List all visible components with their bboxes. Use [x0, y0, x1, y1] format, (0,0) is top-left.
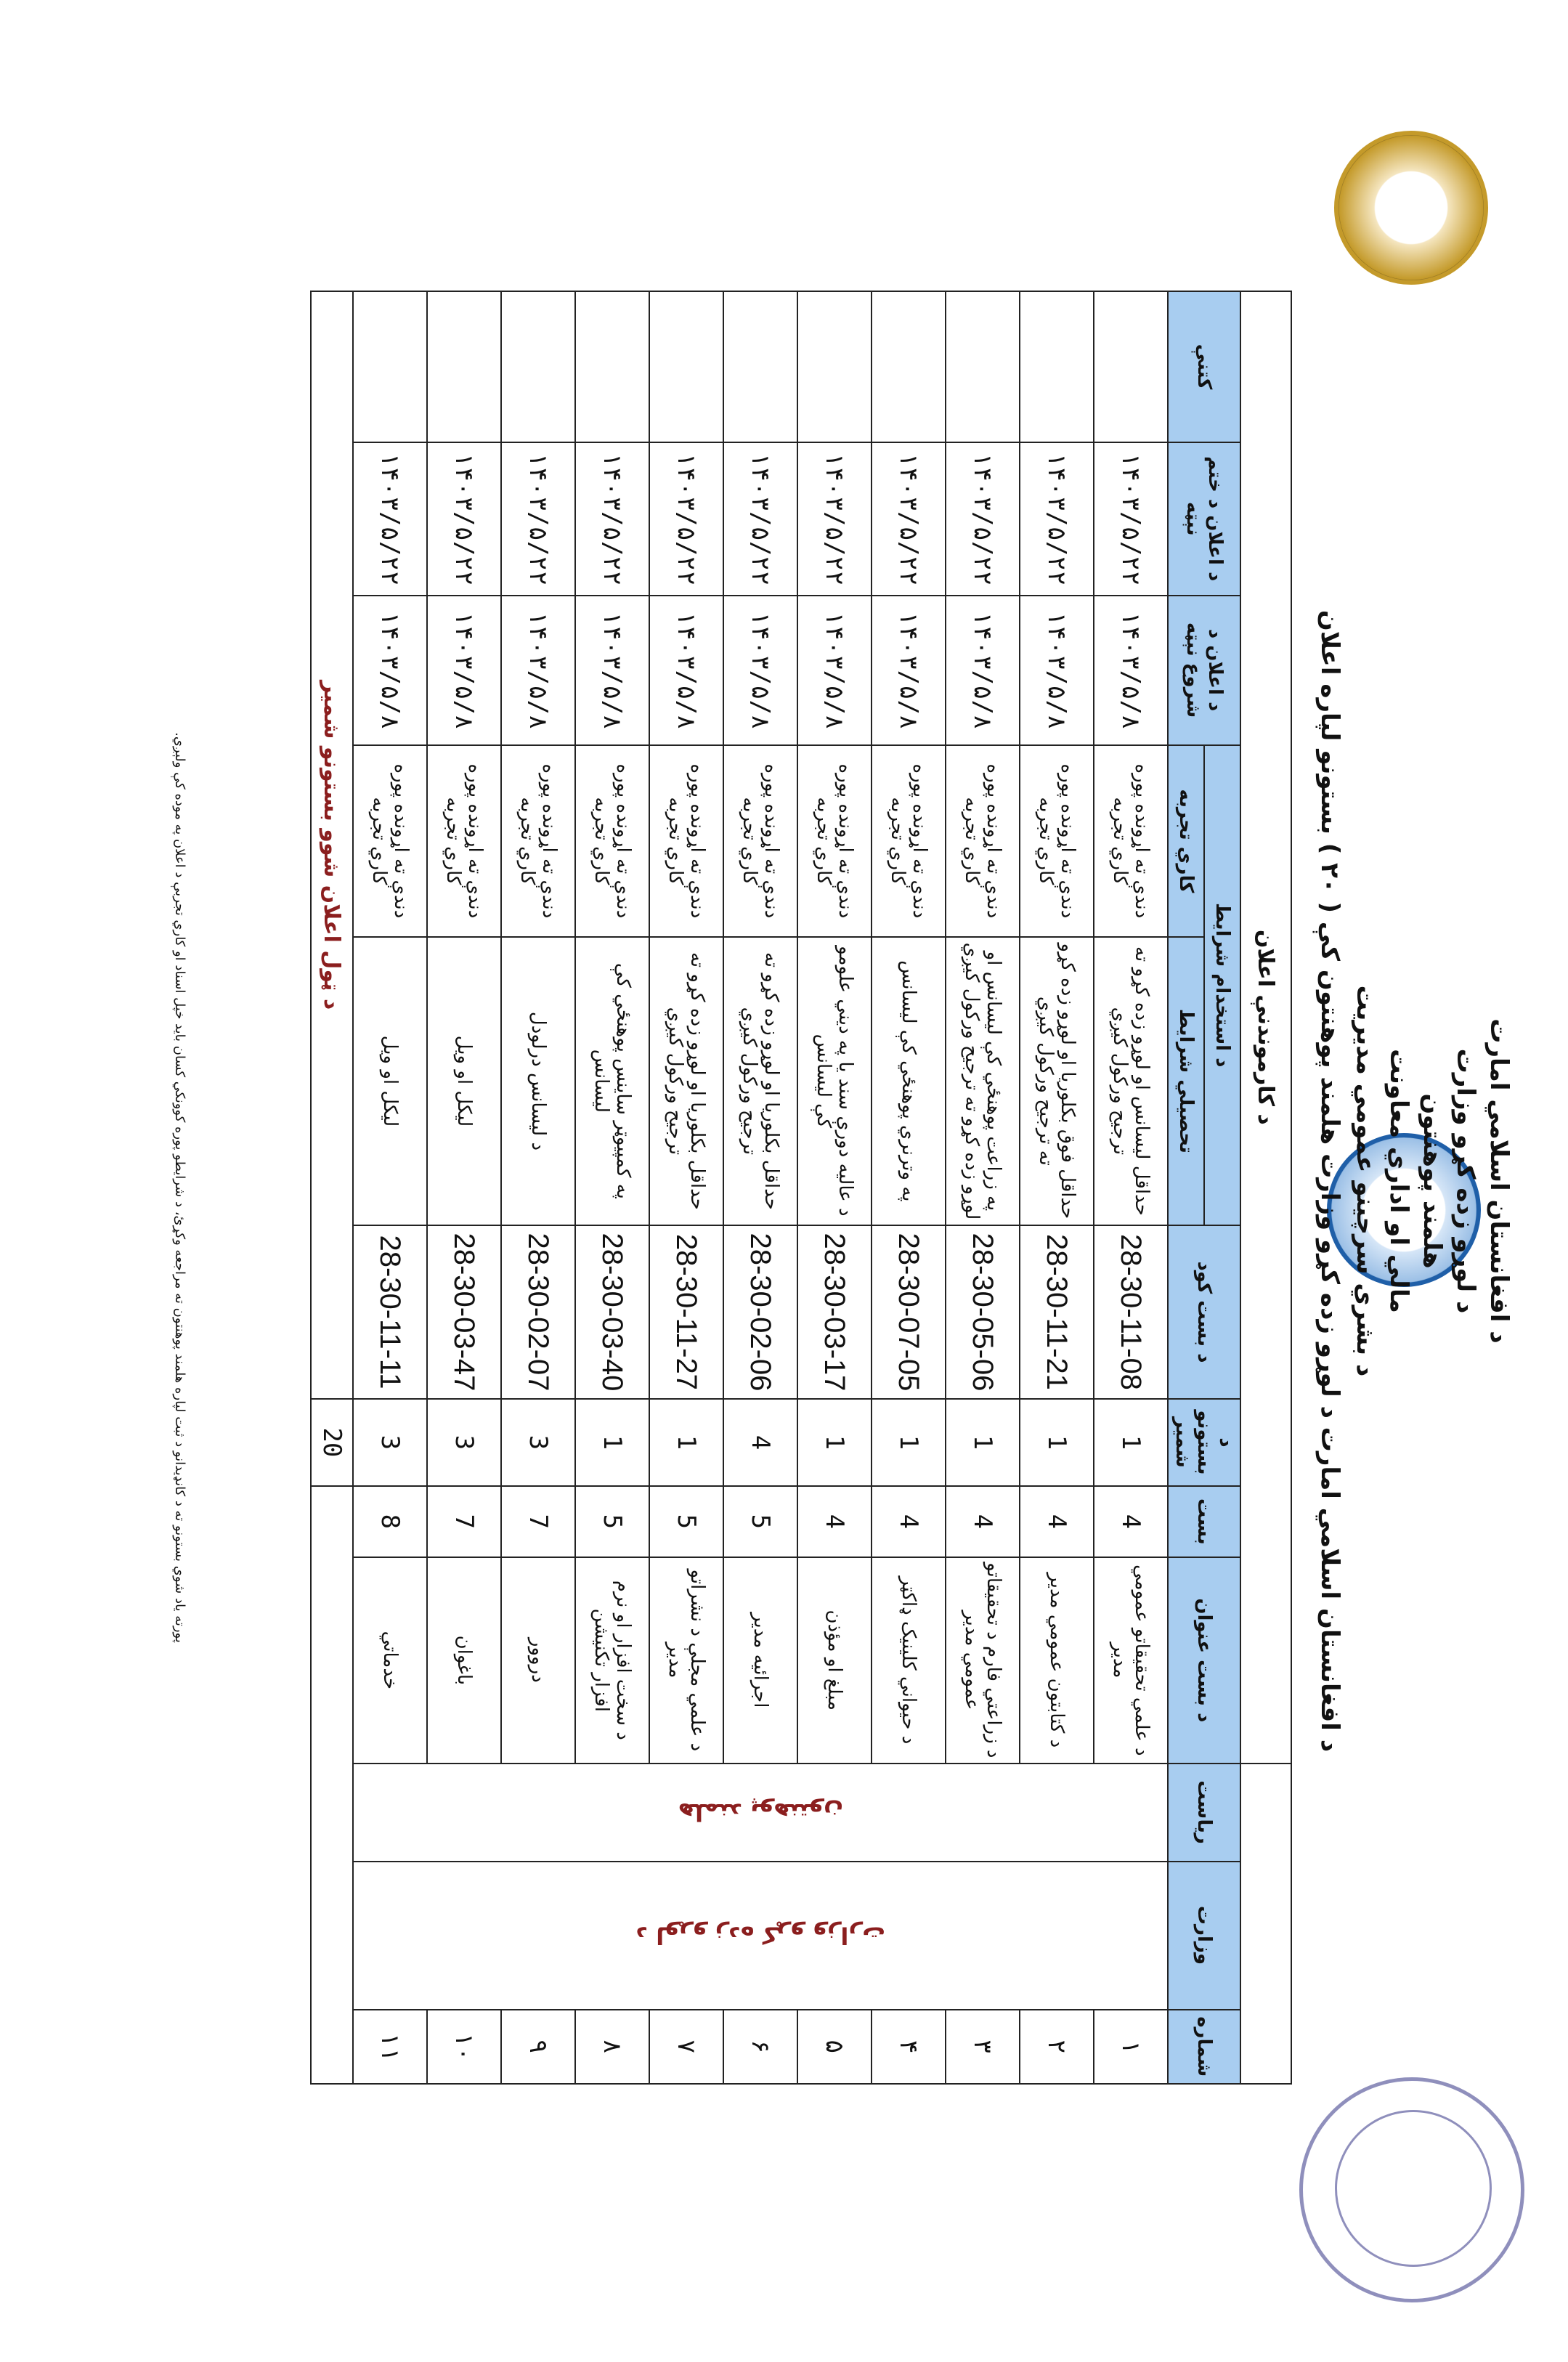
cell-num: ۹ — [501, 2010, 575, 2085]
cell-title: دروور — [501, 1557, 575, 1764]
cell-start-date: ۱۴۰۳/۵/۸ — [353, 596, 427, 745]
document-title: د افغانستان اسلامي امارت د لوړو زده کړو وزارت هلمند پوهنتون کې ( ۲۰ ) بستونو لپاره اعلان — [1315, 609, 1344, 1753]
cell-end-date: ۱۴۰۳/۵/۲۲ — [1094, 442, 1168, 596]
cell-end-date: ۱۴۰۳/۵/۲۲ — [1020, 442, 1094, 596]
cell-notes — [501, 291, 575, 442]
cell-grade: 4 — [1094, 1486, 1168, 1557]
cell-experience: دندې ته اړونده پوره کاري تجربه — [501, 745, 575, 937]
cell-count: 1 — [649, 1399, 723, 1486]
cell-title: د زراعتي فارم د تحقیقاتو عمومي مدیر — [946, 1557, 1020, 1764]
cell-count: 3 — [501, 1399, 575, 1486]
cell-grade: 4 — [1020, 1486, 1094, 1557]
cell-title: خدماتي — [353, 1557, 427, 1764]
header-num: شماره — [1168, 2010, 1240, 2085]
cell-code: 28-30-02-07 — [501, 1225, 575, 1399]
cell-end-date: ۱۴۰۳/۵/۲۲ — [501, 442, 575, 596]
cell-education: حداقل لیسانس او لوړو زده کړو ته ترجیح ورکول کیږي — [1094, 937, 1168, 1225]
cell-code: 28-30-05-06 — [946, 1225, 1020, 1399]
cell-education: د لیسانس درلودل — [501, 937, 575, 1225]
cell-code: 28-30-11-11 — [353, 1225, 427, 1399]
cell-education: په زراعت پوهنځي کې لیسانس او لوړو زده کړو ته ترجیح ورکول کیږي — [946, 937, 1020, 1225]
cell-code: 28-30-11-27 — [649, 1225, 723, 1399]
cell-code: 28-30-02-06 — [723, 1225, 797, 1399]
header-count: د بستونو شمیر — [1168, 1399, 1240, 1486]
header-line-3: هلمند پوهنتون — [1418, 1093, 1447, 1269]
cell-num: ۳ — [946, 2010, 1020, 2085]
cell-start-date: ۱۴۰۳/۵/۸ — [1094, 596, 1168, 745]
section-title: د کارموندنې اعلان — [1240, 291, 1291, 1764]
cell-notes — [797, 291, 872, 442]
cell-education: حداقل فوق بکلوریا او لوړو زده کړو ته ترجیح ورکول کیږي — [1020, 937, 1094, 1225]
cell-title: د علمي مجلې د نشراتو مدیر — [649, 1557, 723, 1764]
cell-code: 28-30-11-21 — [1020, 1225, 1094, 1399]
cell-notes — [946, 291, 1020, 442]
cell-education: حداقل بکلوریا او لوړو زده کړو ته ترجیح ورکول کیږي — [723, 937, 797, 1225]
cell-end-date: ۱۴۰۳/۵/۲۲ — [723, 442, 797, 596]
cell-notes — [649, 291, 723, 442]
cell-end-date: ۱۴۰۳/۵/۲۲ — [946, 442, 1020, 596]
cell-start-date: ۱۴۰۳/۵/۸ — [723, 596, 797, 745]
cell-code: 28-30-11-08 — [1094, 1225, 1168, 1399]
cell-end-date: ۱۴۰۳/۵/۲۲ — [649, 442, 723, 596]
cell-education: لیکل او ویل — [427, 937, 501, 1225]
cell-code: 28-30-07-05 — [872, 1225, 946, 1399]
header-line-5: د بشري سرچینو عمومي مدیریت — [1351, 985, 1380, 1377]
cell-grade: 7 — [427, 1486, 501, 1557]
header-title: د بست عنوان — [1168, 1557, 1240, 1764]
cell-code: 28-30-03-17 — [797, 1225, 872, 1399]
table-row — [1094, 291, 1168, 2084]
cell-num: ۵ — [797, 2010, 872, 2085]
cell-experience: دندې ته اړونده پوره کاري تجربه — [649, 745, 723, 937]
cell-experience: دندې ته اړونده پوره کاري تجربه — [353, 745, 427, 937]
cell-num: ۸ — [575, 2010, 649, 2085]
cell-num: ۲ — [1020, 2010, 1094, 2085]
cell-num: ۷ — [649, 2010, 723, 2085]
cell-num: ۶ — [723, 2010, 797, 2085]
cell-grade: 4 — [946, 1486, 1020, 1557]
cell-grade: 7 — [501, 1486, 575, 1557]
cell-end-date: ۱۴۰۳/۵/۲۲ — [353, 442, 427, 596]
cell-start-date: ۱۴۰۳/۵/۸ — [501, 596, 575, 745]
cell-notes — [872, 291, 946, 442]
cell-grade: 5 — [575, 1486, 649, 1557]
cell-notes — [723, 291, 797, 442]
cell-notes — [1094, 291, 1168, 442]
total-label: د ټول اعلان شوو بستونو شمیر — [311, 291, 353, 1399]
cell-experience: دندې ته اړونده پوره کاري تجربه — [723, 745, 797, 937]
cell-title: د حیواني کلینیک ډاکټر — [872, 1557, 946, 1764]
cell-count: 1 — [1094, 1399, 1168, 1486]
table-body — [353, 291, 1168, 2084]
footnote: پورته یاد شوي بستونو ته د کانډیدانو د ثبت لپاره هلمند پوهنتون ته مراجعه وکړئ، د شرایطو پوره کوونکي کسان باید خپل اسناد او کاري تجربې د اعلان په موده کې ولېږي. — [172, 732, 187, 1643]
cell-title: د علمي تحقیقاتو عمومي مدیر — [1094, 1557, 1168, 1764]
cell-experience: دندې ته اړونده پوره کاري تجربه — [575, 745, 649, 937]
cell-count: 3 — [427, 1399, 501, 1486]
cell-count: 4 — [723, 1399, 797, 1486]
cell-experience: دندې ته اړونده پوره کاري تجربه — [427, 745, 501, 937]
cell-education: د عالیه دورې سند یا په دیني علومو کې لیسانس — [797, 937, 872, 1225]
cell-count: 3 — [353, 1399, 427, 1486]
header-grade: بست — [1168, 1486, 1240, 1557]
cell-count: 1 — [575, 1399, 649, 1486]
total-count: 20 — [311, 1399, 353, 1486]
cell-end-date: ۱۴۰۳/۵/۲۲ — [872, 442, 946, 596]
cell-num: ۱۰ — [427, 2010, 501, 2085]
cell-end-date: ۱۴۰۳/۵/۲۲ — [427, 442, 501, 596]
cell-grade: 4 — [872, 1486, 946, 1557]
cell-education: لیکل او ویل — [353, 937, 427, 1225]
cell-education: په کمپیوټر ساینس پوهنځي کې لیسانس — [575, 937, 649, 1225]
cell-code: 28-30-03-47 — [427, 1225, 501, 1399]
header-directorate: رياست — [1168, 1764, 1240, 1862]
cell-start-date: ۱۴۰۳/۵/۸ — [1020, 596, 1094, 745]
blank-cell — [311, 1486, 353, 2084]
cell-start-date: ۱۴۰۳/۵/۸ — [872, 596, 946, 745]
cell-title: باغوان — [427, 1557, 501, 1764]
cell-notes — [427, 291, 501, 442]
cell-notes — [575, 291, 649, 442]
header-notes: کتنې — [1168, 291, 1240, 442]
header-ministry: وزارت — [1168, 1862, 1240, 2010]
cell-num: ۴ — [872, 2010, 946, 2085]
cell-start-date: ۱۴۰۳/۵/۸ — [575, 596, 649, 745]
cell-count: 1 — [797, 1399, 872, 1486]
cell-grade: 5 — [723, 1486, 797, 1557]
cell-end-date: ۱۴۰۳/۵/۲۲ — [797, 442, 872, 596]
cell-start-date: ۱۴۰۳/۵/۸ — [427, 596, 501, 745]
header-line-4: مالي او اداري معاونت — [1384, 1049, 1413, 1313]
cell-start-date: ۱۴۰۳/۵/۸ — [797, 596, 872, 745]
cell-experience: دندې ته اړونده پوره کاري تجربه — [946, 745, 1020, 937]
header-code: د بست کود — [1168, 1225, 1240, 1399]
cell-grade: 4 — [797, 1486, 872, 1557]
cell-experience: دندې ته اړونده پوره کاري تجربه — [1094, 745, 1168, 937]
header-start: د اعلان د شروع نېټه — [1168, 596, 1240, 745]
cell-count: 1 — [1020, 1399, 1094, 1486]
cell-notes — [1020, 291, 1094, 442]
cell-end-date: ۱۴۰۳/۵/۲۲ — [575, 442, 649, 596]
cell-count: 1 — [872, 1399, 946, 1486]
cell-experience: دندې ته اړونده پوره کاري تجربه — [797, 745, 872, 937]
cell-notes — [353, 291, 427, 442]
cell-grade: 8 — [353, 1486, 427, 1557]
header-line-1: د افغانستان اسلامي امارت — [1484, 1018, 1514, 1344]
cell-education: حداقل بکلوریا او لوړو زده کړو ته ترجیح ورکول کیږي — [649, 937, 723, 1225]
cell-title: اجرائیه مدیر — [723, 1557, 797, 1764]
cell-num: ۱ — [1094, 2010, 1168, 2085]
header-line-2: د لوړو زده کړو وزارت — [1451, 1048, 1480, 1314]
cell-directorate: هلمند پوهنتون — [353, 1764, 1168, 1862]
blank-cell — [1240, 1764, 1291, 2084]
vacancy-table — [310, 291, 1292, 2085]
cell-num: ۱۱ — [353, 2010, 427, 2085]
cell-start-date: ۱۴۰۳/۵/۸ — [946, 596, 1020, 745]
cell-count: 1 — [946, 1399, 1020, 1486]
header-conditions: د استخدام شرایط — [1204, 745, 1240, 1225]
cell-code: 28-30-03-40 — [575, 1225, 649, 1399]
cell-title: مبلغ او مؤذن — [797, 1557, 872, 1764]
cell-experience: دندې ته اړونده پوره کاري تجربه — [1020, 745, 1094, 937]
cell-start-date: ۱۴۰۳/۵/۸ — [649, 596, 723, 745]
cell-ministry: د لوړو زده کړو وزارت — [353, 1862, 1168, 2010]
header-experience: کاري تجربه — [1168, 745, 1204, 937]
cell-experience: دندې ته اړونده پوره کاري تجربه — [872, 745, 946, 937]
header-education: تحصیلي شرايط — [1168, 937, 1204, 1225]
cell-education: په وترنري پوهنځي کې لیسانس — [872, 937, 946, 1225]
cell-grade: 5 — [649, 1486, 723, 1557]
cell-title: د سخت افزار او نرم افزار تکنیشن — [575, 1557, 649, 1764]
cell-title: د کتابتون عمومي مدیر — [1020, 1557, 1094, 1764]
document-header — [1349, 0, 1516, 2362]
header-end: د اعلان د ختم نېټه — [1168, 442, 1240, 596]
